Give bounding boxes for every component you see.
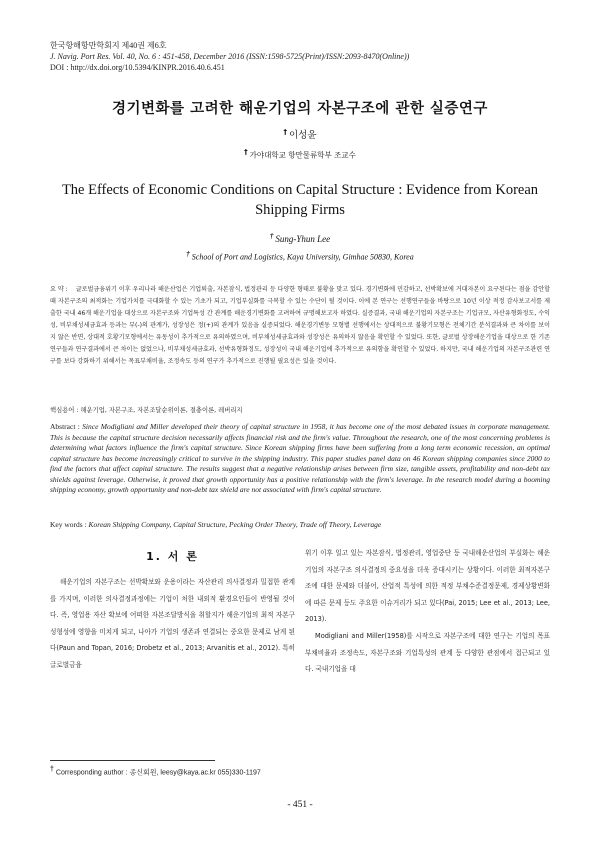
affiliation-mark-en: † [186,250,190,258]
footnote-text: Corresponding author : 종신회원, leesy@kaya.ac.kr 055)330-1197 [55,769,261,777]
abstract-en-label: Abstract : [50,422,80,431]
page-number: - 451 - [287,800,313,810]
author-ko [40,127,560,141]
abstract-ko-text: 글로벌금융위기 이후 우리나라 해운산업은 기업퇴출, 자본잠식, 법정관리 등 다양한 형태로 불황을 맞고 있다. 경기변화에 민감하고, 선박확보에 거대자본이 요구된다는 점을 감안할 때 자본구조의 최적화는 기업가치를 극대화할 수 있는 기초가 되고, 기업부실화를 극복할 수 있는 수단이 될 것이다. 이에 본 연구는 선행연구들을 바탕으로 10년 이상 적정 감사보고서를 제출한 국내 46개 해운기업을 대상으로 자본구조와 기업특성 간 관계를 해운경기변화를 고려하여 규명해보고자 하였다. 실증결과, 국내 해운기업의 자본구조는 기업규모, 자산유형화정도, 수익성, 비부채성세금효과 등과는 부(-)의 관계가, 성장성은 정(+)의 관계가 있음을 실증되었다. 해운경기변동 모형별 선행에서는 상대적으로 불황기모형은 전체기간 분석결과와 큰 차이를 보이지 않은 반면, 상대적 호황기모형에서는 유동성이 추가적으로 유의하였으며, 비부채성세금효과와 성장성은 유의하지 않음을 확인할 수 있었다. 또한, 글로벌 상장해운기업을 대상으로 한 기존연구들과 연구결과에서 큰 차이는 없었으나, 비부채성세금효과, 선박유형화정도, 성장성이 국내 해운기업에 추가적으로 유의함을 확인할 수 있었다. 하지만, 국내 해운기업의 자본구조관련 연구를 보다 강화하기 위해서는 목표부채비율, 조정속도 등의 연구가 추가적으로 진행될 필요성은 있을 것이다. [50,286,550,366]
keywords-ko-text: 해운기업, 자본구조, 자본조달순위이론, 절충이론, 레버리지 [80,407,243,414]
footnote [50,766,550,777]
abstract-en-text: Since Modigliani and Miller developed their theory of capital structure in 1958, it has become one of the most debated issues in corporate management. This is because the capital structure decision necessarily affects financial risk and the firm's value. Throughout the research, one of the most concerning problems is determining what factors influence the firm's capital structure. Since Korean shipping firms have been suffering from a long term economic recession, an optimal capital structure has become increasingly critical to survive in the shipping industry. This paper studies panel data on 46 Korean shipping companies since 2000 to find the factors that affect capital structure. The results suggest that a negative relationship arises between firm size, tangible assets, profitability and non-debt tax shields against leverage. Otherwise, it proved that growth opportunity has a positive relationship with the firm's leverage. In the research model during a booming shipping economy, growth opportunity and non-debt tax shield are not associated with firm's capital structure. [50,422,551,494]
author-name-ko: 이성윤 [288,130,317,141]
keywords-en-text: Korean Shipping Company, Capital Structure, Pecking Order Theory, Trade off Theory, Leverage [88,520,382,529]
footnote-divider [50,760,215,761]
body-paragraph: 위기 이후 일고 있는 자본잠식, 법정관리, 영업중단 등 국내해운산업의 부실화는 해운기업의 자본구조 의사결정의 중요성을 더욱 증대시키는 상황이다. 이러한 최적자본구조에 대한 문제와 더불어, 산업적 특성에 의한 적정 부채수준결정문제, 경제상황변화에 따른 문제 등도 주요한 이슈거리가 되고 있다(Pai, 2015; Lee et al., 2013; Lee, 2013). [305,549,550,624]
author-name-en: Sung-Yhun Lee [275,234,331,244]
body-paragraph: 해운기업의 자본구조는 선박확보와 운용이라는 자산관리 의사결정과 밀접한 관계를 가지며, 이러한 의사결정과정에는 기업이 처한 내외적 환경요인들이 반영될 것이다. 즉, 영업용 자산 확보에 어떠한 자본조달방식을 취할지가 해운기업의 최적 자본구성형성에 영향을 미치게 되고, 나아가 기업의 생존과 연결되는 중요한 문제로 남게 된다(Paun and Topan, 2016; Drobetz et al., 2013; Arvanitis et al., 2012). 특히 글로벌금융 [50,578,295,669]
section-heading-introduction: 1. 서 론 [146,550,199,563]
affiliation-text-ko: 가야대학교 항만물류학부 조교수 [249,150,356,160]
abstract-en [50,422,550,496]
abstract-ko [50,284,550,368]
journal-name-ko: 한국항해항만학회지 제40권 제6호 [50,41,167,50]
abstract-ko-label: 요 약 : [50,286,68,293]
corresponding-mark: † [283,127,287,136]
keywords-en [50,520,550,529]
corresponding-mark-en: † [269,232,274,240]
affiliation-ko [40,148,560,161]
body-column-right [305,545,550,678]
body-column-left [50,545,295,674]
citation-line: J. Navig. Port Res. Vol. 40, No. 6 : 451-458, December 2016 (ISSN:1598-5725(Print)/ISSN:2093-8470(Online)) [50,52,410,61]
paper-title-en: The Effects of Economic Conditions on Capital Structure : Evidence from Korean Shipping Firms [61,182,539,218]
keywords-ko-label: 핵심용어 : [50,407,79,414]
journal-header [50,40,550,73]
author-en [40,232,560,244]
paper-title-ko: 경기변화를 고려한 해운기업의 자본구조에 관한 실증연구 [112,101,488,117]
footnote-mark: † [50,766,54,773]
keywords-en-label: Key words : [50,520,87,529]
affiliation-text-en: School of Port and Logistics, Kaya University, Gimhae 50830, Korea [191,252,414,262]
doi-line[interactable]: DOI : http://dx.doi.org/10.5394/KINPR.2016.40.6.451 [50,63,225,72]
affiliation-en [40,250,560,262]
body-paragraph: Modigliani and Miller(1958)를 시작으로 자본구조에 대한 연구는 기업의 목표부채비율과 조정속도, 자본구조와 기업특성의 관계 등 다양한 관점에서 접근되고 있다. 국내기업을 대 [305,631,550,674]
affiliation-mark: † [244,148,248,156]
keywords-ko [50,405,550,414]
